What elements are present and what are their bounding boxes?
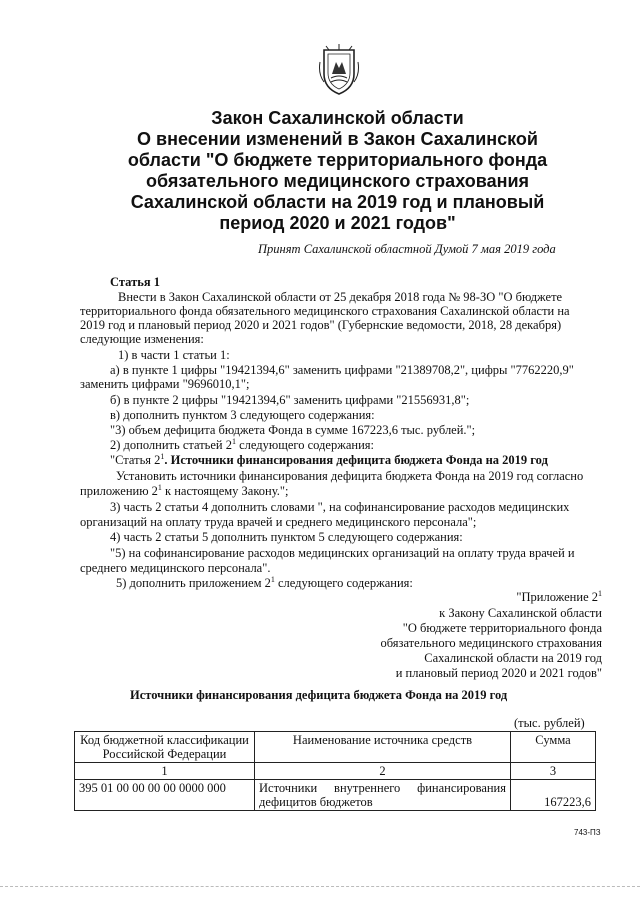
title-line: обязательного медицинского страхования bbox=[145, 171, 530, 191]
row-code: 395 01 00 00 00 00 0000 000 bbox=[75, 780, 255, 811]
appendix-line: к Закону Сахалинской области bbox=[439, 606, 602, 620]
article-line: 3) часть 2 статьи 4 дополнить словами ", на софинансирование расходов медицинских bbox=[110, 500, 570, 514]
article-heading: Статья 1 bbox=[110, 275, 160, 289]
units-label: (тыс. рублей) bbox=[514, 716, 585, 730]
table-row bbox=[75, 780, 596, 811]
article-line: среднего медицинского персонала". bbox=[80, 561, 271, 575]
row-amount: 167223,6 bbox=[511, 780, 596, 811]
table-header-row bbox=[75, 732, 596, 763]
appendix-line: Сахалинской области на 2019 год bbox=[424, 651, 602, 665]
header-name: Наименование источника средств bbox=[255, 732, 511, 763]
title-line: О внесении изменений в Закон Сахалинской bbox=[137, 129, 538, 149]
article-line: 2) дополнить статьей $2^1$ следующего содержания: bbox=[110, 436, 374, 452]
article-line: территориального фонда обязательного медицинского страхования Сахалинской области на bbox=[80, 304, 570, 318]
article-line: Установить источники финансирования дефицита бюджета Фонда на 2019 год согласно bbox=[116, 469, 584, 483]
column-number: 3 bbox=[511, 763, 596, 780]
law-title bbox=[120, 108, 555, 234]
article-line: а) в пункте 1 цифры "19421394,6" заменить цифрами "21389708,2", цифры "7762220,9" bbox=[110, 363, 574, 377]
sources-table bbox=[74, 731, 596, 811]
article-line: "Статья $2^1$. Источники финансирования дефицита бюджета Фонда на 2019 год bbox=[110, 451, 548, 467]
appendix-line: "Приложение $2^1$ bbox=[516, 588, 602, 604]
column-number: 1 bbox=[75, 763, 255, 780]
title-line: Сахалинской области на 2019 год и плановый bbox=[130, 192, 545, 212]
article-line: приложению $2^1$ к настоящему Закону."; bbox=[80, 482, 289, 498]
article-line: в) дополнить пунктом 3 следующего содержания: bbox=[110, 408, 375, 422]
title-line: Закон Сахалинской области bbox=[211, 108, 464, 128]
row-name bbox=[255, 780, 511, 811]
article-line: организаций на оплату труда врачей и среднего медицинского персонала"; bbox=[80, 515, 477, 529]
header-amount: Сумма bbox=[511, 732, 596, 763]
title-line: области "О бюджете территориального фонда bbox=[127, 150, 548, 170]
article-line: 1) в части 1 статьи 1: bbox=[118, 348, 230, 362]
document-code: 743-ПЗ bbox=[574, 828, 601, 837]
adoption-note: Принят Сахалинской областной Думой 7 мая 2019 года bbox=[258, 242, 556, 256]
scan-edge-divider bbox=[0, 886, 640, 887]
appendix-line: "О бюджете территориального фонда bbox=[402, 621, 602, 635]
article-line: б) в пункте 2 цифры "19421394,6" заменить цифрами "21556931,8"; bbox=[110, 393, 470, 407]
table-number-row bbox=[75, 763, 596, 780]
title-line: период 2020 и 2021 годов" bbox=[219, 213, 456, 233]
article-line: "5) на софинансирование расходов медицинских организаций на оплату труда врачей и bbox=[110, 546, 575, 560]
appendix-line: и плановый период 2020 и 2021 годов" bbox=[395, 666, 602, 680]
article-line: Внести в Закон Сахалинской области от 25 декабря 2018 года № 98-ЗО "О бюджете bbox=[118, 290, 563, 304]
row-name-line: Источники внутреннего финансирования bbox=[259, 781, 506, 795]
article-line: 2019 год и плановый период 2020 и 2021 годов" (Губернские ведомости, 2018, 28 декабря) bbox=[80, 318, 562, 332]
article-line: 4) часть 2 статьи 5 дополнить пунктом 5 следующего содержания: bbox=[110, 530, 463, 544]
article-line: следующие изменения: bbox=[80, 332, 204, 346]
sources-title: Источники финансирования дефицита бюджета Фонда на 2019 год bbox=[130, 688, 508, 702]
article-line: 5) дополнить приложением $2^1$ следующего содержания: bbox=[116, 574, 413, 590]
appendix-line: обязательного медицинского страхования bbox=[380, 636, 602, 650]
header-code: Код бюджетной классификации Российской Федерации bbox=[75, 732, 255, 763]
row-name-line: дефицитов бюджетов bbox=[259, 795, 373, 809]
column-number: 2 bbox=[255, 763, 511, 780]
article-line: "3) объем дефицита бюджета Фонда в сумме 167223,6 тыс. рублей."; bbox=[110, 423, 476, 437]
sakhalin-coat-of-arms-icon bbox=[318, 44, 360, 96]
article-line: заменить цифрами "9696010,1"; bbox=[80, 377, 250, 391]
